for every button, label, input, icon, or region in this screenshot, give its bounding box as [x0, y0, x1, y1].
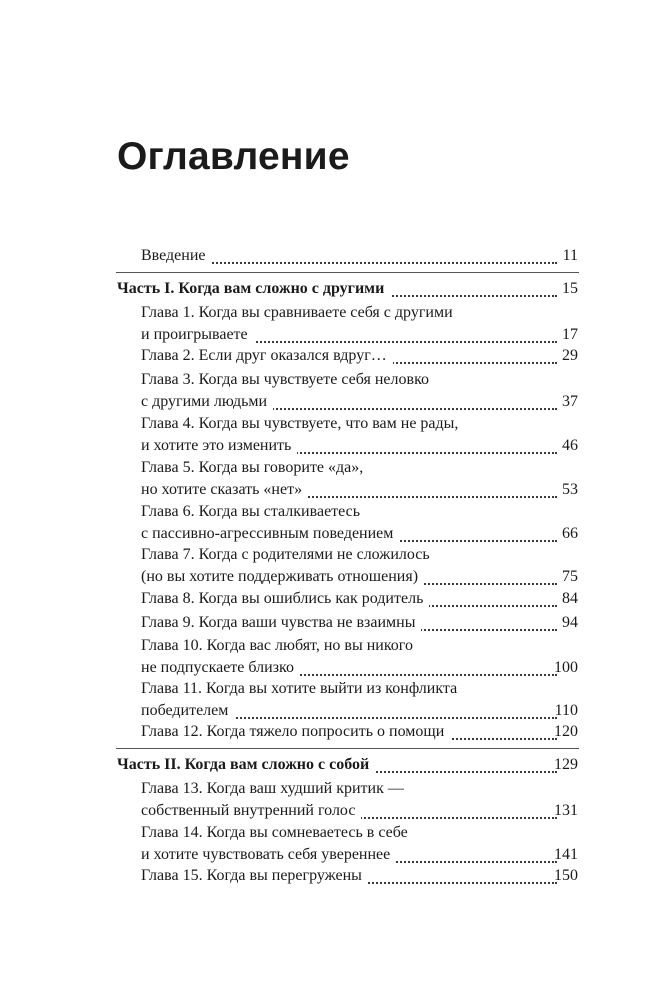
toc-entry-row[interactable]: [0, 437, 672, 459]
toc-entry-title: Глава 7. Когда с родителями не сложилось: [141, 546, 436, 564]
toc-entry-row[interactable]: [0, 481, 672, 503]
toc-entry-title: Глава 4. Когда вы чувствуете, что вам не рады,: [141, 415, 464, 433]
toc-entry-row[interactable]: [0, 590, 672, 612]
toc-entry-title: Глава 11. Когда вы хотите выйти из конфликта: [141, 680, 463, 698]
toc-part-row[interactable]: [0, 280, 672, 302]
toc-entry-row[interactable]: [0, 614, 672, 636]
toc-page-number: 75: [562, 568, 578, 585]
toc-entry-title: Глава 15. Когда вы перегружены: [141, 867, 368, 885]
toc-entry-row[interactable]: [0, 347, 672, 369]
toc-entry-row[interactable]: [0, 802, 672, 824]
toc-entry-row[interactable]: [0, 326, 672, 348]
toc-entry-title: Глава 3. Когда вы чувствуете себя неловко: [141, 371, 435, 389]
toc-entry-line: [0, 371, 672, 393]
toc-page-number: 17: [562, 326, 578, 343]
toc-entry-row[interactable]: [0, 568, 672, 590]
toc-entry-line: [0, 637, 672, 659]
toc-entry-line: [0, 459, 672, 481]
toc-entry-line: [0, 503, 672, 525]
toc-page-number: 129: [554, 756, 578, 773]
toc-page-number: 84: [562, 590, 578, 607]
toc-entry-title: Глава 14. Когда вы сомневаетесь в себе: [141, 824, 414, 842]
toc-page-number: 131: [554, 802, 578, 819]
toc-entry-title: Глава 13. Когда ваш худший критик —: [141, 780, 410, 798]
toc-page-number: 66: [562, 525, 578, 542]
toc-entry-title: с другими людьми: [141, 393, 273, 411]
toc-entry-title: с пассивно-агрессивным поведением: [141, 525, 399, 543]
toc-entry-line: [0, 415, 672, 437]
toc-entry-title: Глава 2. Если друг оказался вдруг…: [141, 347, 393, 365]
toc-entry-row[interactable]: [0, 525, 672, 547]
toc-entry-line: [0, 304, 672, 326]
toc-entry-row[interactable]: [0, 659, 672, 681]
toc-entry-title: Введение: [141, 247, 212, 265]
toc-entry-line: [0, 780, 672, 802]
toc-entry-title: и хотите это изменить: [141, 437, 297, 455]
toc-page-number: 110: [554, 702, 578, 719]
toc-page-number: 120: [554, 723, 578, 740]
toc-page-number: 150: [554, 867, 578, 884]
toc-entry-title: (но вы хотите поддерживать отношения): [141, 568, 424, 586]
toc-part-row[interactable]: [0, 756, 672, 778]
toc-entry-title: не подпускаете близко: [141, 659, 300, 677]
toc-entry-title: Глава 1. Когда вы сравниваете себя с другими: [141, 304, 459, 322]
toc-page-number: 29: [562, 347, 578, 364]
toc-page-number: 15: [562, 280, 578, 297]
toc-entry-line: [0, 546, 672, 568]
toc-entry-title: собственный внутренний голос: [141, 802, 361, 820]
toc-entry-title: Глава 8. Когда вы ошиблись как родитель: [141, 590, 429, 608]
toc-entry-row[interactable]: [0, 702, 672, 724]
toc-entry-line: [0, 824, 672, 846]
toc-entry-row[interactable]: [0, 393, 672, 415]
toc-page-number: 53: [562, 481, 578, 498]
toc-page-number: 141: [554, 846, 578, 863]
toc-page-number: 11: [562, 247, 578, 264]
toc-part-title: Часть I. Когда вам сложно с другими: [117, 280, 390, 298]
toc-entry-row[interactable]: [0, 867, 672, 889]
toc-page-number: 100: [554, 659, 578, 676]
toc-entry-line: [0, 680, 672, 702]
toc-entry-title: Глава 12. Когда тяжело попросить о помощи: [141, 723, 450, 741]
toc-part-title: Часть II. Когда вам сложно с собой: [117, 756, 375, 774]
toc-entry-title: победителем: [141, 702, 234, 720]
toc-entry-title: и проигрываете: [141, 326, 254, 344]
toc-entry-title: Глава 10. Когда вас любят, но вы никого: [141, 637, 419, 655]
toc-entry-row[interactable]: [0, 247, 672, 269]
toc-entry-row[interactable]: [0, 846, 672, 868]
toc-entry-title: и хотите чувствовать себя увереннее: [141, 846, 396, 864]
toc-entry-title: но хотите сказать «нет»: [141, 481, 308, 499]
toc-entry-row[interactable]: [0, 723, 672, 745]
section-divider: [116, 272, 579, 273]
toc-entry-title: Глава 9. Когда ваши чувства не взаимны: [141, 614, 421, 632]
toc-entry-title: Глава 6. Когда вы сталкиваетесь: [141, 503, 366, 521]
section-divider: [116, 748, 579, 749]
toc-entry-title: Глава 5. Когда вы говорите «да»,: [141, 459, 369, 477]
toc-page-number: 37: [562, 393, 578, 410]
page-title: Оглавление: [117, 135, 350, 178]
toc-page-number: 46: [562, 437, 578, 454]
toc-page-number: 94: [562, 614, 578, 631]
